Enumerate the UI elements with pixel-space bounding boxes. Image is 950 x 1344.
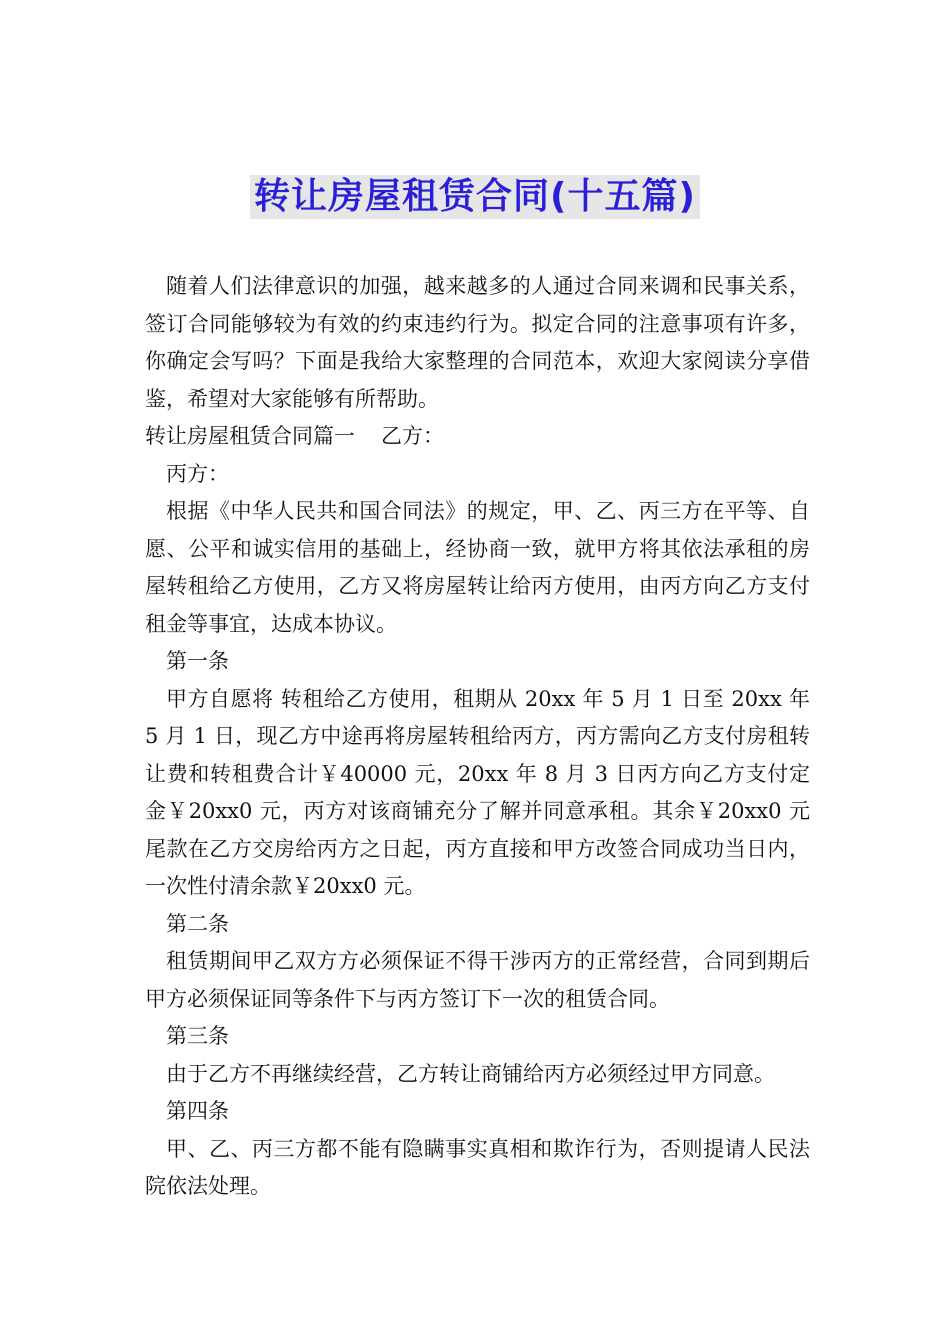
article-4-body: 甲、乙、丙三方都不能有隐瞒事实真相和欺诈行为，否则提请人民法院依法处理。 bbox=[145, 1136, 810, 1198]
party-b-label: 乙方： bbox=[381, 424, 444, 448]
section-heading-title: 转让房屋租赁合同篇一 bbox=[145, 424, 355, 448]
article-1-body: 甲方自愿将 转租给乙方使用，租期从 20xx 年 5 月 1 日至 20xx 年 5 月 1 日，现乙方中途再将房屋转租给丙方，丙方需向乙方支付房租转让费和转租费合计￥40000 元，20xx 年 8 月 3 日丙方向乙方支付定金￥20xx0 元，丙方对该商铺充分了解并同意承租。其余￥20xx0 元尾款在乙方交房给丙方之日起，丙方直接和甲方改签合同成功当日内，一次性付清余款￥20xx0 元。 bbox=[145, 686, 810, 898]
intro-paragraph: 随着人们法律意识的加强，越来越多的人通过合同来调和民事关系，签订合同能够较为有效的约束违约行为。拟定合同的注意事项有许多，你确定会写吗？下面是我给大家整理的合同范本，欢迎大家阅读分享借鉴，希望对大家能够有所帮助。 bbox=[145, 274, 810, 411]
party-c-label: 丙方： bbox=[166, 461, 229, 486]
preamble-paragraph: 根据《中华人民共和国合同法》的规定，甲、乙、丙三方在平等、自愿、公平和诚实信用的基础上，经协商一致，就甲方将其依法承租的房屋转租给乙方使用，乙方又将房屋转让给丙方使用，由丙方向乙方支付租金等事宜，达成本协议。 bbox=[145, 499, 810, 636]
document-title: 转让房屋租赁合同(十五篇) bbox=[250, 175, 700, 219]
article-2-body: 租赁期间甲乙双方方必须保证不得干涉丙方的正常经营，合同到期后甲方必须保证同等条件下与丙方签订下一次的租赁合同。 bbox=[145, 949, 810, 1011]
article-1-title: 第一条 bbox=[166, 649, 229, 673]
document-body bbox=[145, 268, 810, 1206]
article-4-title: 第四条 bbox=[166, 1099, 229, 1123]
section-heading bbox=[145, 418, 810, 456]
title-wrapper bbox=[0, 175, 950, 219]
article-3-body: 由于乙方不再继续经营，乙方转让商铺给丙方必须经过甲方同意。 bbox=[166, 1061, 775, 1086]
article-3-title: 第三条 bbox=[166, 1024, 229, 1048]
article-2-title: 第二条 bbox=[166, 911, 229, 936]
